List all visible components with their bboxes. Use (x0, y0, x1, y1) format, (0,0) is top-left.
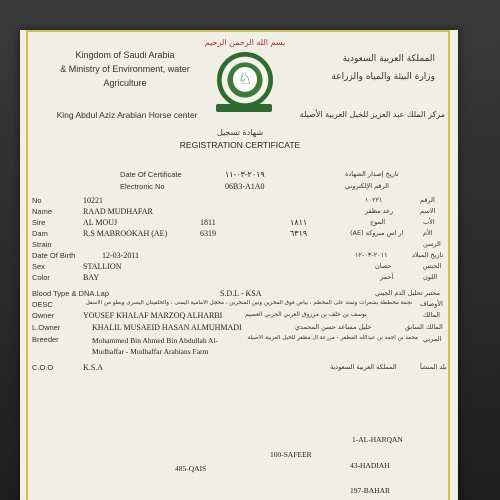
header-ar-line-1: المملكة العربية السعودية (342, 54, 435, 64)
field-row (20, 240, 458, 250)
lower-row (20, 300, 458, 310)
field-value-ar: ٢٠١١-٠٣-١٢ (355, 251, 388, 259)
field-row (20, 251, 458, 261)
field-label: Name (32, 207, 53, 216)
lower-label-ar: المالك (423, 311, 440, 319)
lower-value: S.D.L - KSA (220, 289, 262, 298)
field-label: Sire (32, 218, 46, 227)
field-label: Strain (32, 240, 52, 249)
electronic-no-label: Electronic No (120, 182, 165, 191)
field-value: AL MOUJ (83, 218, 118, 227)
field-value: STALLION (83, 262, 122, 271)
lower-value-ar: يوسف بن خلف بن مرزوق العربي الحربي العصيم (245, 311, 367, 318)
lower-label-ar: مختبر تحليل الدم الجيني (375, 289, 440, 297)
field-value: 12-03-2011 (102, 251, 140, 260)
header-ar-line-2: وزارة البيئة والمياه والزراعة (331, 72, 435, 82)
ministry-logo (217, 52, 273, 108)
field-value: 10221 (83, 196, 103, 205)
header-ar-center: مركز الملك عبد العزيز للخيل العربية الأصيلة (299, 110, 445, 119)
field-value-ar: ١٠٢٢١ (365, 196, 383, 204)
lower-label-ar: الأوصاف (420, 300, 443, 308)
lower-row (20, 323, 458, 333)
lower-value: KHALIL MUSAEID HASAN ALMUHMADI (92, 323, 242, 332)
lower-row (20, 289, 458, 299)
field-value: BAY (83, 273, 100, 282)
field-label: Dam (32, 229, 48, 238)
lower-label: Blood Type & DNA.Lap (32, 289, 109, 298)
lower-row (20, 335, 458, 359)
lower-label: L.Owner (32, 323, 61, 332)
field-row (20, 229, 458, 239)
field-label-ar: الأم (423, 229, 433, 237)
header-en-line-1: Kingdom of Saudi Arabia (75, 50, 175, 60)
lower-value-ar: محمد بن احمد بن عبدالله المظفر - مزرعة آل مظفر للخيل العربية الأصيلة (247, 335, 418, 341)
date-of-certificate-label-ar: تاريخ إصدار الشهادة (345, 170, 399, 178)
lower-label: DESC (32, 300, 53, 309)
field-label: Date Of Birth (32, 251, 76, 260)
field-value-ar: أحمر (380, 273, 394, 281)
header-en-block (50, 48, 200, 90)
field-row (20, 196, 458, 206)
electronic-no-value: 06B3-A1A0 (225, 182, 265, 191)
field-extra: 6319 (200, 229, 216, 238)
field-label: No (32, 196, 42, 205)
pedigree-g1: 485-QAIS (175, 464, 207, 473)
field-extra: 1811 (200, 218, 216, 227)
field-value: R.S MABROOKAH (AE) (83, 229, 168, 238)
lower-row (20, 363, 458, 373)
title-english: REGISTRATION CERTIFICATE (179, 140, 301, 150)
field-label: Sex (32, 262, 45, 271)
field-row (20, 218, 458, 228)
field-label-ar: اللون (423, 273, 438, 281)
field-extra-ar: ٦٣١٩ (290, 229, 308, 238)
certificate-paper (20, 30, 458, 500)
field-value-ar: الموج (370, 218, 386, 226)
date-of-certificate-value: ٢٠١٩-٠٣-١١ (225, 170, 265, 179)
field-label: Color (32, 273, 50, 282)
lower-row (20, 311, 458, 321)
field-value-ar: رعد مظفر (365, 207, 394, 215)
field-row (20, 262, 458, 272)
basmala: بسم الله الرحمن الرحيم (204, 38, 286, 47)
lower-value-ar: خليل مساعد حسن المحمدي (295, 323, 372, 331)
lower-label: C.O.O (32, 363, 54, 372)
logo-ribbon (216, 104, 272, 112)
lower-label-ar: بلد المنشأ (420, 363, 447, 371)
field-value: RAAD MUDHAFAR (83, 207, 153, 216)
electronic-no-label-ar: الرقم الإلكتروني (345, 182, 389, 190)
field-label-ar: الجنس (423, 262, 442, 270)
title-arabic: شهادة تسجيل (216, 128, 264, 137)
lower-value: YOUSEF KHALAF MARZOQ ALHARBI (83, 311, 223, 320)
lower-value-ar: نجمة مخططة بشعرات وتمتد على المخطم ، بياض فوق المخرين وبين المنخرين ، محجل الأمامية اليمنى ، والخلفيتان اليسرى ويطو من الأسفل (85, 300, 412, 306)
lower-value: K.S.A (83, 363, 104, 372)
field-label-ar: الرسن (423, 240, 441, 248)
field-label-ar: الرقم (420, 196, 435, 204)
lower-value-ar: المملكة العربية السعودية (330, 363, 397, 371)
field-label-ar: الاسم (420, 207, 436, 215)
header-en-line-3: Agriculture (103, 78, 147, 88)
field-value-ar: حصان (375, 262, 392, 270)
lower-label-ar: المالك السابق (405, 323, 443, 331)
pedigree-g2: 100-SAFEER (270, 450, 312, 459)
field-label-ar: تاريخ الميلاد (412, 251, 444, 259)
pedigree-g3a: 1-AL-HARQAN (352, 435, 403, 444)
field-row (20, 207, 458, 217)
pedigree-g3c: 197-BAHAR (350, 486, 391, 495)
field-extra-ar: ١٨١١ (290, 218, 308, 227)
lower-label-ar: المربي (423, 335, 442, 343)
lower-value: Mohammed Bin Ahmed Bin Abdullah Al-Mudhaffar - Mudhaffar Arabians Farm (92, 336, 219, 356)
header-en-line-2: & Ministry of Environment, water (60, 64, 190, 74)
pedigree-g3b: 43-HADIAH (350, 461, 390, 470)
header-en-center: King Abdul Aziz Arabian Horse center (56, 110, 198, 120)
field-label-ar: الأب (423, 218, 435, 226)
lower-label: Owner (32, 311, 55, 320)
field-row (20, 273, 458, 283)
date-of-certificate-label: Date Of Certificate (120, 170, 182, 179)
lower-label: Breeder (32, 335, 59, 344)
field-value-ar: ار اس مبروكه (AE) (350, 229, 404, 237)
palm-icon: ♘ (233, 67, 257, 91)
header-ar-block (295, 52, 435, 84)
